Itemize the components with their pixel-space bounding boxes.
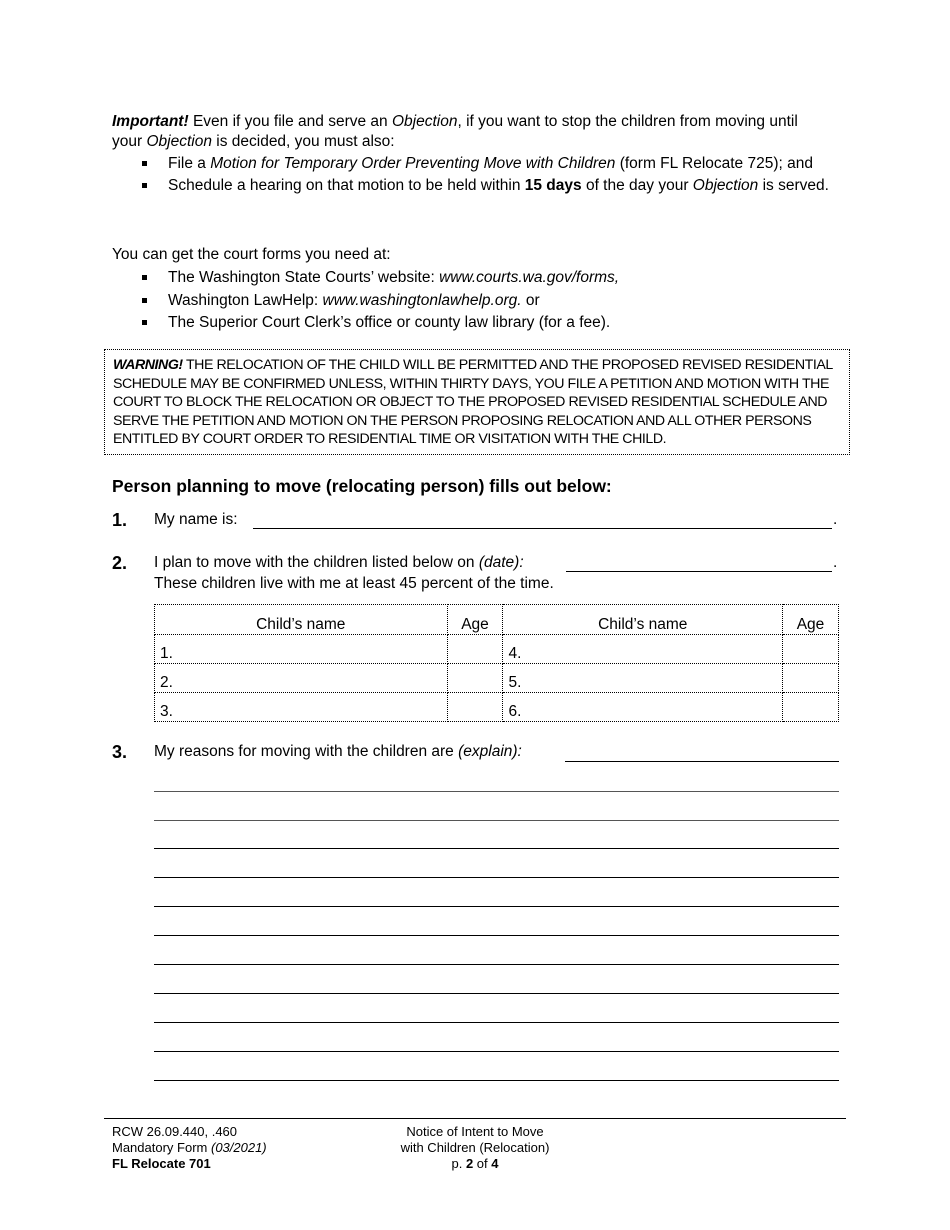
reasons-line[interactable] [154, 1080, 839, 1081]
column-header: Child’s name [155, 605, 448, 635]
statute-reference: RCW 26.09.440, .460 [112, 1124, 238, 1139]
list-item: File a Motion for Temporary Order Preventing Move with Children (form FL Relocate 725); and [112, 154, 842, 174]
item-2-label: I plan to move with the children listed below on (date): [154, 554, 524, 571]
mandatory-form-note: Mandatory Form (03/2021) [112, 1140, 267, 1155]
warning-text: THE RELOCATION OF THE CHILD WILL BE PERMITTED AND THE PROPOSED REVISED RESIDENTIAL SCHEDULE MAY BE CONFIRMED UNLESS, WITHIN THIRTY DAYS, YOU FILE A PETITION AND MOTION WITH THE COURT TO BLOCK THE RELOCATION OR OBJECT TO THE PROPOSED REVISED RESIDENTIAL SCHEDULE AND SERVE THE PETITION AND MOTION ON THE PERSON PROPOSING RELOCATION AND ALL OTHER PERSONS ENTITLED BY COURT ORDER TO RESIDENTIAL TIME OR VISITATION WITH THE CHILD. [113, 357, 833, 448]
item-3-label: My reasons for moving with the children are (explain): [154, 743, 522, 760]
item-1-number: 1. [112, 510, 128, 530]
reasons-line[interactable] [154, 935, 839, 936]
footer-divider [104, 1118, 846, 1119]
item-3-number: 3. [112, 742, 128, 762]
footer-form-info [112, 1124, 267, 1172]
child-age-cell[interactable] [447, 635, 503, 664]
table-row [155, 664, 839, 693]
item-2-line2: These children live with me at least 45 percent of the time. [154, 575, 554, 592]
list-item: The Superior Court Clerk’s office or county law library (for a fee). [112, 313, 842, 333]
children-table [154, 604, 839, 722]
child-age-cell[interactable] [447, 664, 503, 693]
must-also-list [112, 154, 842, 198]
list-item: Washington LawHelp: www.washingtonlawhelp.org. or [112, 291, 842, 311]
reasons-line[interactable] [154, 906, 839, 907]
forms-sources-list [112, 268, 842, 336]
table-header-row [155, 605, 839, 635]
reasons-line[interactable] [154, 1051, 839, 1052]
important-label: Important! [112, 113, 189, 130]
table-row [155, 635, 839, 664]
courts-website-link[interactable]: www.courts.wa.gov/forms, [439, 269, 620, 286]
child-age-cell[interactable] [783, 693, 839, 722]
reasons-line[interactable] [154, 993, 839, 994]
child-age-cell[interactable] [783, 635, 839, 664]
reasons-line[interactable] [154, 848, 839, 849]
reasons-line[interactable] [154, 791, 839, 792]
forms-intro: You can get the court forms you need at: [112, 246, 391, 263]
item-1-label: My name is: [154, 511, 238, 528]
page-number: p. 2 of 4 [451, 1156, 499, 1171]
section-heading: Person planning to move (relocating person) fills out below: [112, 476, 612, 496]
list-item: Schedule a hearing on that motion to be held within 15 days of the day your Objection is served. [112, 176, 842, 196]
child-name-cell[interactable]: 3. [155, 693, 448, 722]
column-header: Child’s name [503, 605, 783, 635]
reasons-line[interactable] [154, 877, 839, 878]
footer-title: Notice of Intent to Move with Children (Relocation) p. 2 of 4 [380, 1124, 570, 1172]
reasons-line[interactable] [154, 820, 839, 821]
child-name-cell[interactable]: 2. [155, 664, 448, 693]
table-row [155, 693, 839, 722]
child-name-cell[interactable]: 4. [503, 635, 783, 664]
list-item: The Washington State Courts’ website: www.courts.wa.gov/forms, [112, 268, 842, 288]
important-paragraph: Important! Even if you file and serve an Objection, if you want to stop the children from moving until your Objection is decided, you must also: [112, 113, 798, 150]
name-field[interactable] [253, 511, 832, 529]
child-name-cell[interactable]: 5. [503, 664, 783, 693]
child-name-cell[interactable]: 6. [503, 693, 783, 722]
lawhelp-website-link[interactable]: www.washingtonlawhelp.org. [322, 291, 522, 309]
child-age-cell[interactable] [783, 664, 839, 693]
warning-label: WARNING! [113, 357, 183, 373]
form-number: FL Relocate 701 [112, 1156, 211, 1171]
move-date-field[interactable] [566, 554, 832, 572]
column-header: Age [783, 605, 839, 635]
child-name-cell[interactable]: 1. [155, 635, 448, 664]
reasons-field-first-line[interactable] [565, 743, 839, 762]
warning-box [104, 349, 850, 455]
reasons-line[interactable] [154, 964, 839, 965]
child-age-cell[interactable] [447, 693, 503, 722]
column-header: Age [447, 605, 503, 635]
item-2-number: 2. [112, 553, 128, 573]
reasons-line[interactable] [154, 1022, 839, 1023]
